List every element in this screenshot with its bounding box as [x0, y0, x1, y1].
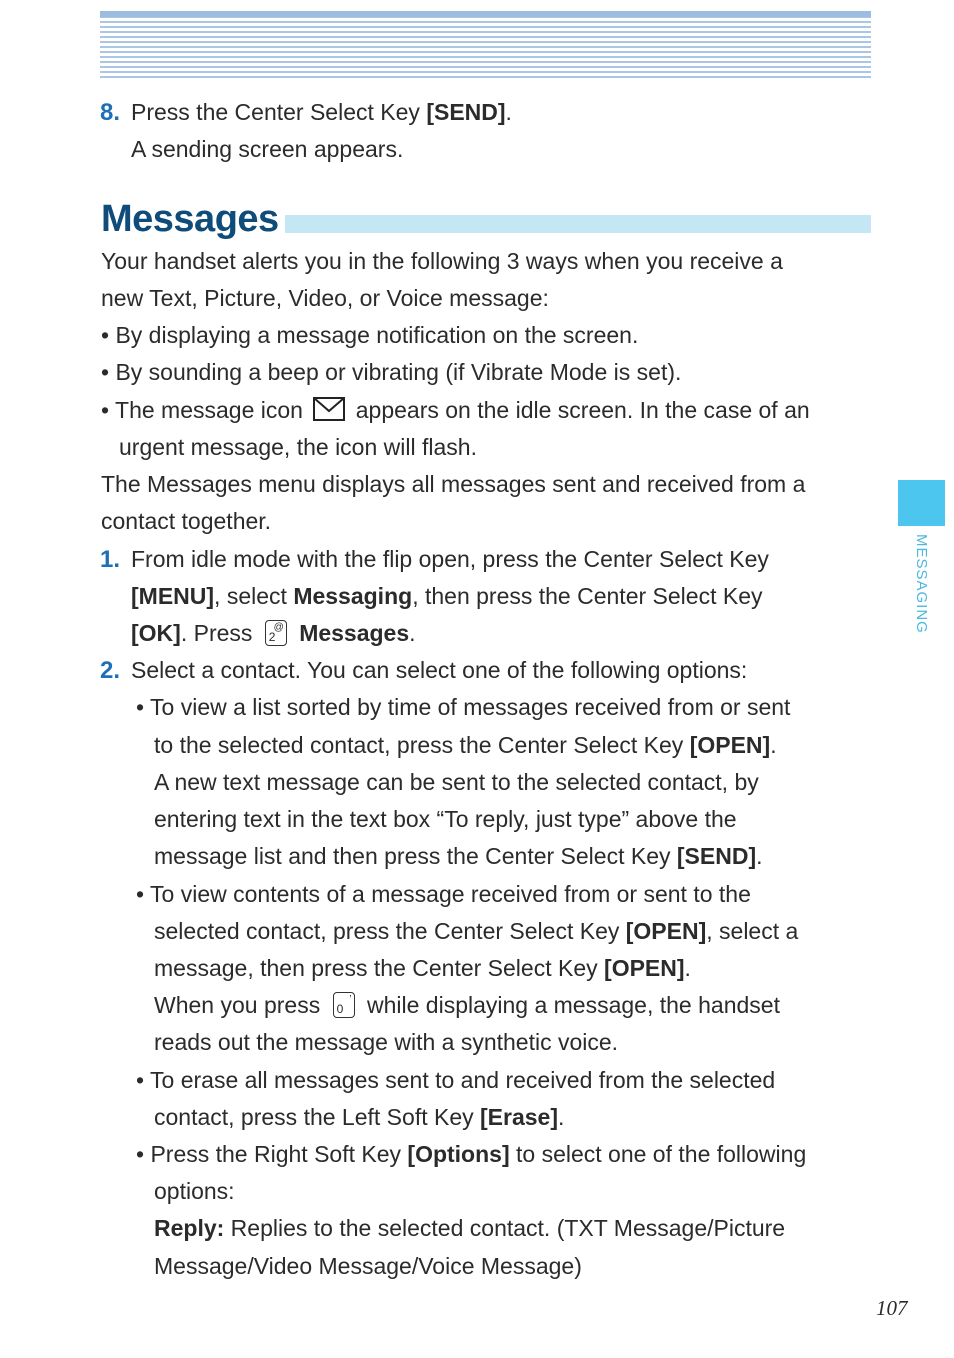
option-line: Message/Video Message/Voice Message) [154, 1253, 582, 1279]
option-line: contact, press the Left Soft Key [Erase]. [154, 1104, 565, 1130]
paragraph-line: contact together. [101, 508, 272, 534]
option-line: message, then press the Center Select Key [OPEN]. [154, 955, 691, 981]
bullet-item: • The message icon appears on the idle screen. In the case of an [101, 397, 810, 423]
key-0-icon: 0 ’ [333, 992, 355, 1018]
page-number: 107 [876, 1296, 908, 1320]
step8-line1: Press the Center Select Key [SEND]. [131, 99, 512, 125]
chapter-label: MESSAGING [913, 534, 930, 634]
step1-line3: [OK]. Press 2 @ Messages. [131, 620, 416, 646]
option-line: message list and then press the Center Select Key [SEND]. [154, 843, 763, 869]
option-line: selected contact, press the Center Select Key [OPEN], select a [154, 918, 799, 944]
bullet-item: • By sounding a beep or vibrating (if Vibrate Mode is set). [101, 359, 682, 385]
intro-line: new Text, Picture, Video, or Voice message: [101, 285, 549, 311]
chapter-tab [898, 480, 945, 526]
option-line: When you press 0 ’ while displaying a message, the handset [154, 992, 780, 1018]
step2-line1: Select a contact. You can select one of the following options: [131, 657, 748, 683]
step-number: 1. [100, 546, 121, 573]
option-line: A new text message can be sent to the selected contact, by [154, 769, 759, 795]
section-heading: Messages [101, 198, 279, 240]
option-line: options: [154, 1178, 235, 1204]
header-banner [100, 11, 871, 79]
option-line: reads out the message with a synthetic voice. [154, 1029, 619, 1055]
option-bullet: • To erase all messages sent to and received from the selected [136, 1067, 776, 1093]
step8-line2: A sending screen appears. [131, 136, 404, 162]
option-line: entering text in the text box “To reply, just type” above the [154, 806, 737, 832]
option-bullet: • Press the Right Soft Key [Options] to select one of the following [136, 1141, 807, 1167]
step1-line1: From idle mode with the flip open, press the Center Select Key [131, 546, 769, 572]
intro-line: Your handset alerts you in the following 3 ways when you receive a [101, 248, 783, 274]
heading-underline-bar [285, 215, 871, 233]
bullet-item: • By displaying a message notification on the screen. [101, 322, 639, 348]
option-line: Reply: Replies to the selected contact. (TXT Message/Picture [154, 1215, 786, 1241]
option-line: to the selected contact, press the Center Select Key [OPEN]. [154, 732, 777, 758]
option-bullet: • To view a list sorted by time of messages received from or sent [136, 694, 791, 720]
step1-line2: [MENU], select Messaging, then press the Center Select Key [131, 583, 763, 609]
paragraph-line: The Messages menu displays all messages sent and received from a [101, 471, 806, 497]
key-2-icon: 2 @ [265, 620, 287, 646]
option-bullet: • To view contents of a message received from or sent to the [136, 881, 751, 907]
bullet-continuation: urgent message, the icon will flash. [119, 434, 477, 460]
step-number: 2. [100, 657, 121, 684]
envelope-icon [313, 397, 345, 421]
step-number: 8. [100, 99, 121, 126]
